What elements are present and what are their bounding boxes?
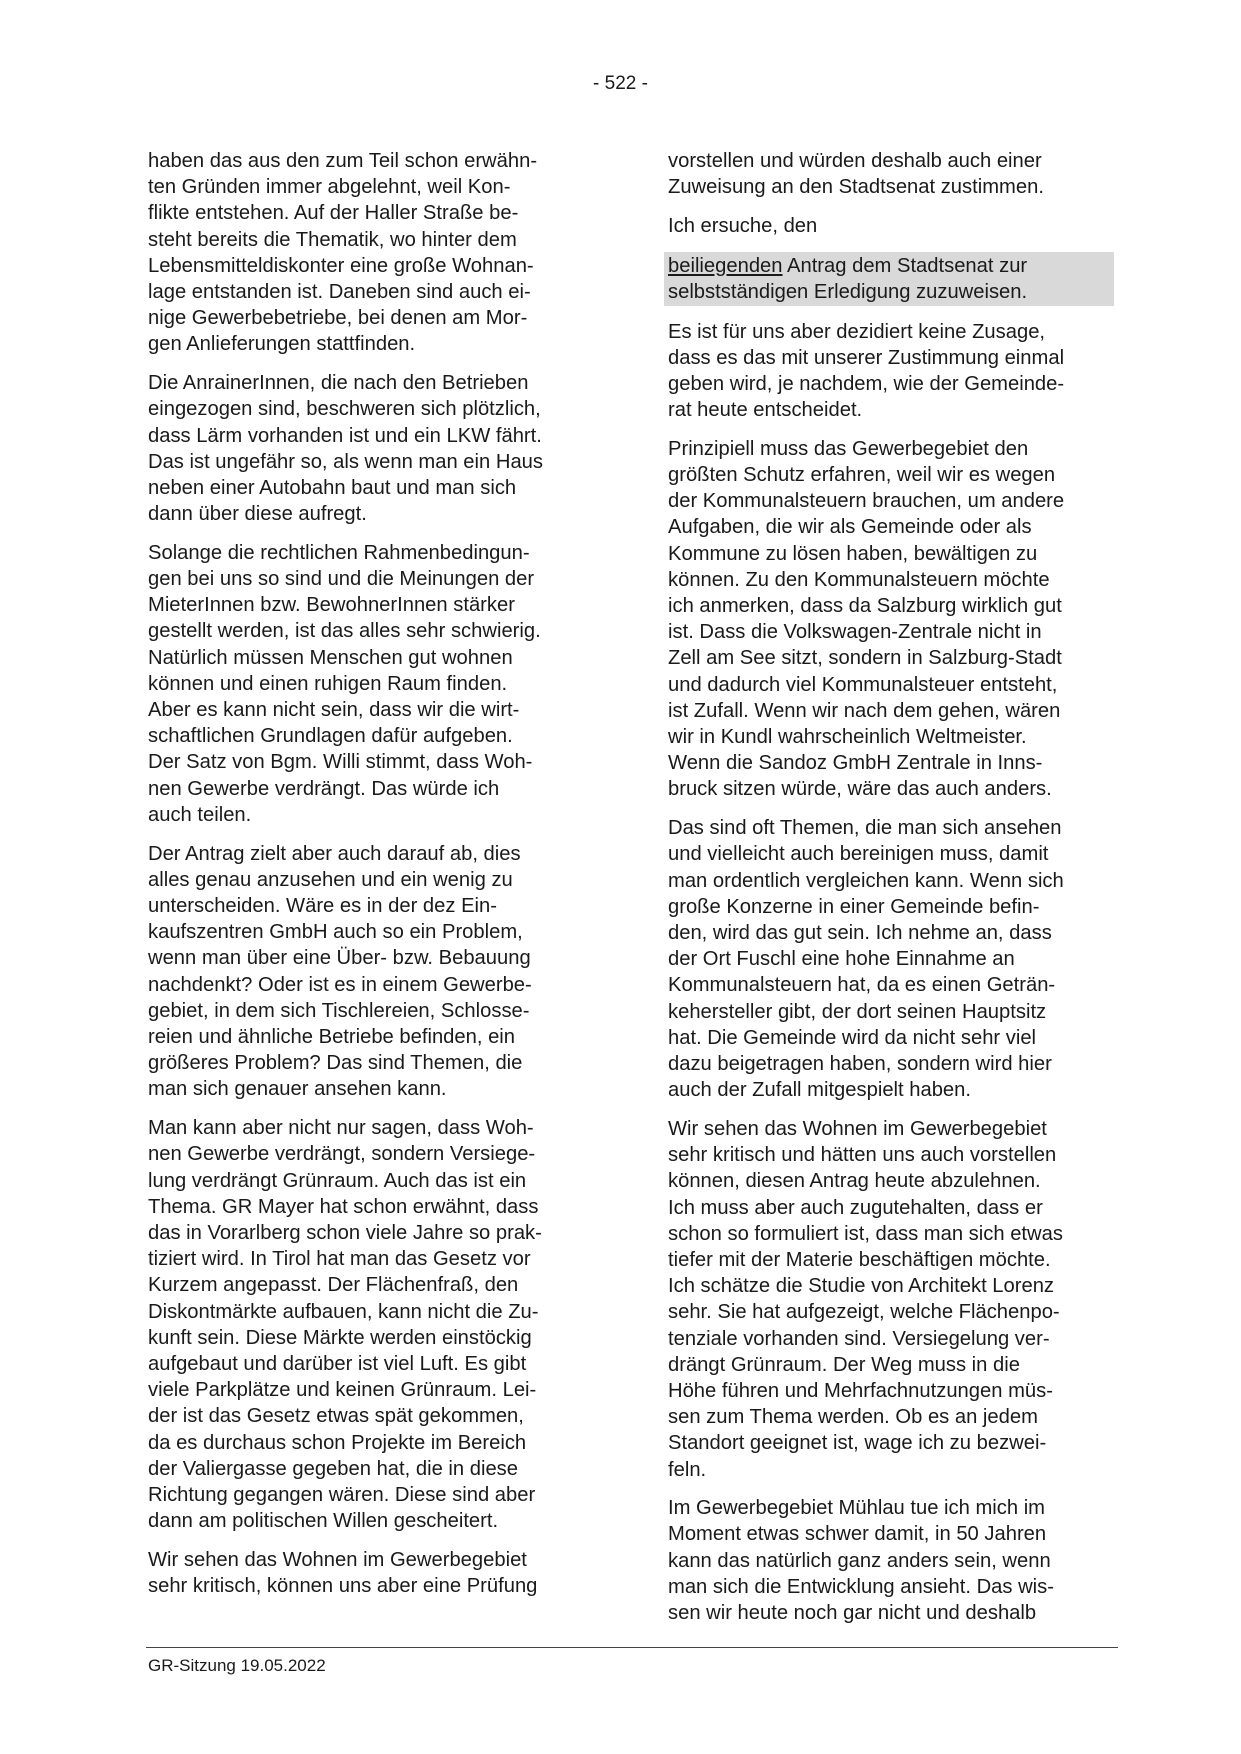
- text-line: Richtung gegangen wären. Diese sind aber: [148, 1483, 536, 1506]
- paragraph: [148, 148, 593, 358]
- paragraph: [148, 1115, 593, 1534]
- text-line: ist. Dass die Volkswagen-Zentrale nicht in: [668, 621, 1042, 644]
- text-line: Zuweisung an den Stadtsenat zustimmen.: [668, 176, 1044, 199]
- text-line: lung verdrängt Grünraum. Auch das ist ein: [148, 1169, 527, 1192]
- text-line: dann am politischen Willen gescheitert.: [148, 1510, 499, 1533]
- text-line: Man kann aber nicht nur sagen, dass Woh-: [148, 1117, 534, 1140]
- text-line: können und einen ruhigen Raum finden.: [148, 672, 508, 695]
- text-line: Kurzem angepasst. Der Flächenfraß, den: [148, 1274, 519, 1297]
- text-line: sen wir heute noch gar nicht und deshalb: [668, 1602, 1037, 1625]
- text-line: Ich muss aber auch zugutehalten, dass er: [668, 1196, 1043, 1219]
- text-line: Im Gewerbegebiet Mühlau tue ich mich im: [668, 1497, 1045, 1520]
- text-line: Der Antrag zielt aber auch darauf ab, dies: [148, 842, 521, 865]
- text-line: den, wird das gut sein. Ich nehme an, dass: [668, 921, 1052, 944]
- text-line: ten Gründen immer abgelehnt, weil Kon-: [148, 176, 511, 199]
- text-line: Das sind oft Themen, die man sich ansehen: [668, 817, 1062, 840]
- motion-line: [668, 253, 1108, 279]
- text-line: Standort geeignet ist, wage ich zu bezwei-: [668, 1432, 1047, 1455]
- text-line: wir in Kundl wahrscheinlich Weltmeister.: [668, 726, 1027, 749]
- text-line: Das ist ungefähr so, als wenn man ein Haus: [148, 450, 543, 473]
- text-line: tiefer mit der Materie beschäftigen möchte.: [668, 1248, 1051, 1271]
- text-line: Prinzipiell muss das Gewerbegebiet den: [668, 437, 1029, 460]
- motion-text: Antrag dem Stadtsenat zur: [782, 254, 1028, 277]
- text-line: man ordentlich vergleichen kann. Wenn sich: [668, 869, 1064, 892]
- paragraph: [668, 815, 1113, 1103]
- text-line: größten Schutz erfahren, weil wir es wegen: [668, 464, 1056, 487]
- right-column-intro: [668, 148, 1113, 239]
- text-line: nige Gewerbebetriebe, bei denen am Mor-: [148, 307, 528, 330]
- text-line: Aber es kann nicht sein, dass wir die wirt-: [148, 699, 520, 722]
- text-line: sehr kritisch und hätten uns auch vorstellen: [668, 1144, 1057, 1167]
- text-line: Moment etwas schwer damit, in 50 Jahren: [668, 1523, 1047, 1546]
- text-line: das in Vorarlberg schon viele Jahre so prak-: [148, 1221, 542, 1244]
- text-line: der ist das Gesetz etwas spät gekommen,: [148, 1405, 524, 1428]
- text-line: neben einer Autobahn baut und man sich: [148, 476, 517, 499]
- text-line: größeres Problem? Das sind Themen, die: [148, 1052, 523, 1075]
- text-line: kunft sein. Diese Märkte werden einstöckig: [148, 1326, 532, 1349]
- text-line: sen zum Thema werden. Ob es an jedem: [668, 1406, 1038, 1429]
- paragraph: [668, 436, 1113, 803]
- text-line: Die AnrainerInnen, die nach den Betrieben: [148, 372, 529, 395]
- text-line: der Kommunalsteuern brauchen, um andere: [668, 490, 1065, 513]
- text-line: und vielleicht auch bereinigen muss, damit: [668, 843, 1049, 866]
- text-line: können, diesen Antrag heute abzulehnen.: [668, 1170, 1041, 1193]
- left-column: [148, 148, 593, 1612]
- text-line: und dadurch viel Kommunalsteuer entsteht,: [668, 673, 1058, 696]
- paragraph: [148, 540, 593, 828]
- footer-divider: [146, 1647, 1118, 1648]
- text-line: Aufgaben, die wir als Gemeinde oder als: [668, 516, 1032, 539]
- paragraph: [148, 370, 593, 527]
- text-line: kaufszentren GmbH auch so ein Problem,: [148, 921, 523, 944]
- motion-highlight: [664, 252, 1114, 306]
- text-line: gen bei uns so sind und die Meinungen der: [148, 568, 535, 591]
- attachment-link[interactable]: beiliegenden: [668, 254, 783, 277]
- text-line: Kommunalsteuern hat, da es einen Geträn-: [668, 974, 1056, 997]
- text-line: Ich schätze die Studie von Architekt Lorenz: [668, 1275, 1055, 1298]
- text-line: rat heute entscheidet.: [668, 399, 863, 422]
- right-column: [668, 148, 1113, 1639]
- text-line: ist Zufall. Wenn wir nach dem gehen, wären: [668, 699, 1061, 722]
- paragraph: [668, 1495, 1113, 1626]
- paragraph: [668, 1116, 1113, 1483]
- text-line: Der Satz von Bgm. Willi stimmt, dass Woh-: [148, 751, 533, 774]
- text-line: reien und ähnliche Betriebe befinden, ein: [148, 1026, 516, 1048]
- text-line: vorstellen und würden deshalb auch einer: [668, 150, 1042, 172]
- text-line: dass es das mit unserer Zustimmung einmal: [668, 346, 1065, 369]
- text-line: schaftlichen Grundlagen dafür aufgeben.: [148, 725, 513, 748]
- text-line: Wir sehen das Wohnen im Gewerbegebiet: [148, 1548, 527, 1571]
- text-line: Zell am See sitzt, sondern in Salzburg-Stadt: [668, 647, 1062, 670]
- text-line: Solange die rechtlichen Rahmenbedingun-: [148, 541, 530, 564]
- text-line: der Valiergasse gegeben hat, die in diese: [148, 1457, 518, 1480]
- text-line: dann über diese aufregt.: [148, 503, 367, 526]
- paragraph: [668, 213, 1113, 239]
- text-line: auch der Zufall mitgespielt haben.: [668, 1079, 971, 1102]
- paragraph: [668, 148, 1113, 200]
- text-line: man sich genauer ansehen kann.: [148, 1078, 447, 1101]
- text-line: Lebensmitteldiskonter eine große Wohnan-: [148, 254, 534, 277]
- text-line: gen Anlieferungen stattfinden.: [148, 333, 416, 356]
- footer-session-date: GR-Sitzung 19.05.2022: [148, 1656, 326, 1675]
- text-line: man sich die Entwicklung ansieht. Das wis-: [668, 1575, 1054, 1598]
- text-line: aufgebaut und darüber ist viel Luft. Es gibt: [148, 1352, 527, 1375]
- text-line: da es durchaus schon Projekte im Bereich: [148, 1431, 527, 1454]
- text-line: viele Parkplätze und keinen Grünraum. Lei-: [148, 1379, 537, 1402]
- paragraph: [668, 319, 1113, 424]
- text-line: MieterInnen bzw. BewohnerInnen stärker: [148, 594, 515, 617]
- text-line: haben das aus den zum Teil schon erwähn-: [148, 150, 538, 172]
- text-line: nen Gewerbe verdrängt, sondern Versiege-: [148, 1143, 536, 1166]
- text-line: schon so formuliert ist, dass man sich etwas: [668, 1222, 1063, 1245]
- paragraph: [148, 841, 593, 1103]
- text-line: steht bereits die Thematik, wo hinter dem: [148, 228, 517, 251]
- text-line: nen Gewerbe verdrängt. Das würde ich: [148, 777, 500, 800]
- text-line: nachdenkt? Oder ist es in einem Gewerbe-: [148, 973, 532, 996]
- right-column-body: [668, 319, 1113, 1627]
- text-line: gestellt werden, ist das alles sehr schwierig.: [148, 620, 541, 643]
- text-line: wenn man über eine Über- bzw. Bebauung: [148, 947, 531, 970]
- paragraph: [148, 1547, 593, 1599]
- text-line: hat. Die Gemeinde wird da nicht sehr viel: [668, 1026, 1037, 1049]
- text-line: Es ist für uns aber dezidiert keine Zusage,: [668, 320, 1046, 343]
- text-line: feln.: [668, 1458, 707, 1481]
- text-line: eingezogen sind, beschweren sich plötzlich,: [148, 398, 541, 421]
- text-line: große Konzerne in einer Gemeinde befin-: [668, 895, 1040, 918]
- text-line: dazu beigetragen haben, sondern wird hier: [668, 1053, 1052, 1075]
- text-line: Ich ersuche, den: [668, 214, 818, 237]
- text-line: alles genau anzusehen und ein wenig zu: [148, 868, 513, 891]
- text-line: tiziert wird. In Tirol hat man das Gesetz vor: [148, 1248, 531, 1271]
- text-line: sehr. Sie hat aufgezeigt, welche Flächenpo-: [668, 1301, 1060, 1324]
- text-line: drängt Grünraum. Der Weg muss in die: [668, 1353, 1020, 1376]
- text-line: auch teilen.: [148, 803, 252, 826]
- text-line: flikte entstehen. Auf der Haller Straße be-: [148, 202, 519, 225]
- text-line: bruck sitzen würde, wäre das auch anders.: [668, 778, 1052, 801]
- text-line: Kommune zu lösen haben, bewältigen zu: [668, 542, 1038, 565]
- text-line: sehr kritisch, können uns aber eine Prüfung: [148, 1575, 538, 1598]
- page-number: - 522 -: [593, 73, 648, 94]
- text-line: Thema. GR Mayer hat schon erwähnt, dass: [148, 1195, 539, 1218]
- text-line: Natürlich müssen Menschen gut wohnen: [148, 646, 513, 669]
- text-line: Höhe führen und Mehrfachnutzungen müs-: [668, 1379, 1053, 1402]
- text-line: können. Zu den Kommunalsteuern möchte: [668, 568, 1050, 591]
- text-line: der Ort Fuschl eine hohe Einnahme an: [668, 948, 1015, 971]
- text-line: dass Lärm vorhanden ist und ein LKW fährt.: [148, 424, 542, 447]
- text-line: lage entstanden ist. Daneben sind auch ei-: [148, 281, 531, 304]
- text-line: tenziale vorhanden sind. Versiegelung ver-: [668, 1327, 1050, 1350]
- text-line: ich anmerken, dass da Salzburg wirklich gut: [668, 595, 1062, 618]
- text-line: unterscheiden. Wäre es in der dez Ein-: [148, 894, 497, 917]
- text-line: gebiet, in dem sich Tischlereien, Schlosse-: [148, 999, 530, 1022]
- text-line: Wir sehen das Wohnen im Gewerbegebiet: [668, 1117, 1047, 1140]
- motion-line: selbstständigen Erledigung zuzuweisen.: [668, 280, 1028, 303]
- text-line: kehersteller gibt, der dort seinen Hauptsitz: [668, 1000, 1047, 1023]
- text-line: Diskontmärkte aufbauen, kann nicht die Zu-: [148, 1300, 539, 1323]
- text-line: geben wird, je nachdem, wie der Gemeinde-: [668, 372, 1065, 395]
- text-line: kann das natürlich ganz anders sein, wenn: [668, 1549, 1051, 1572]
- text-line: Wenn die Sandoz GmbH Zentrale in Inns-: [668, 752, 1043, 775]
